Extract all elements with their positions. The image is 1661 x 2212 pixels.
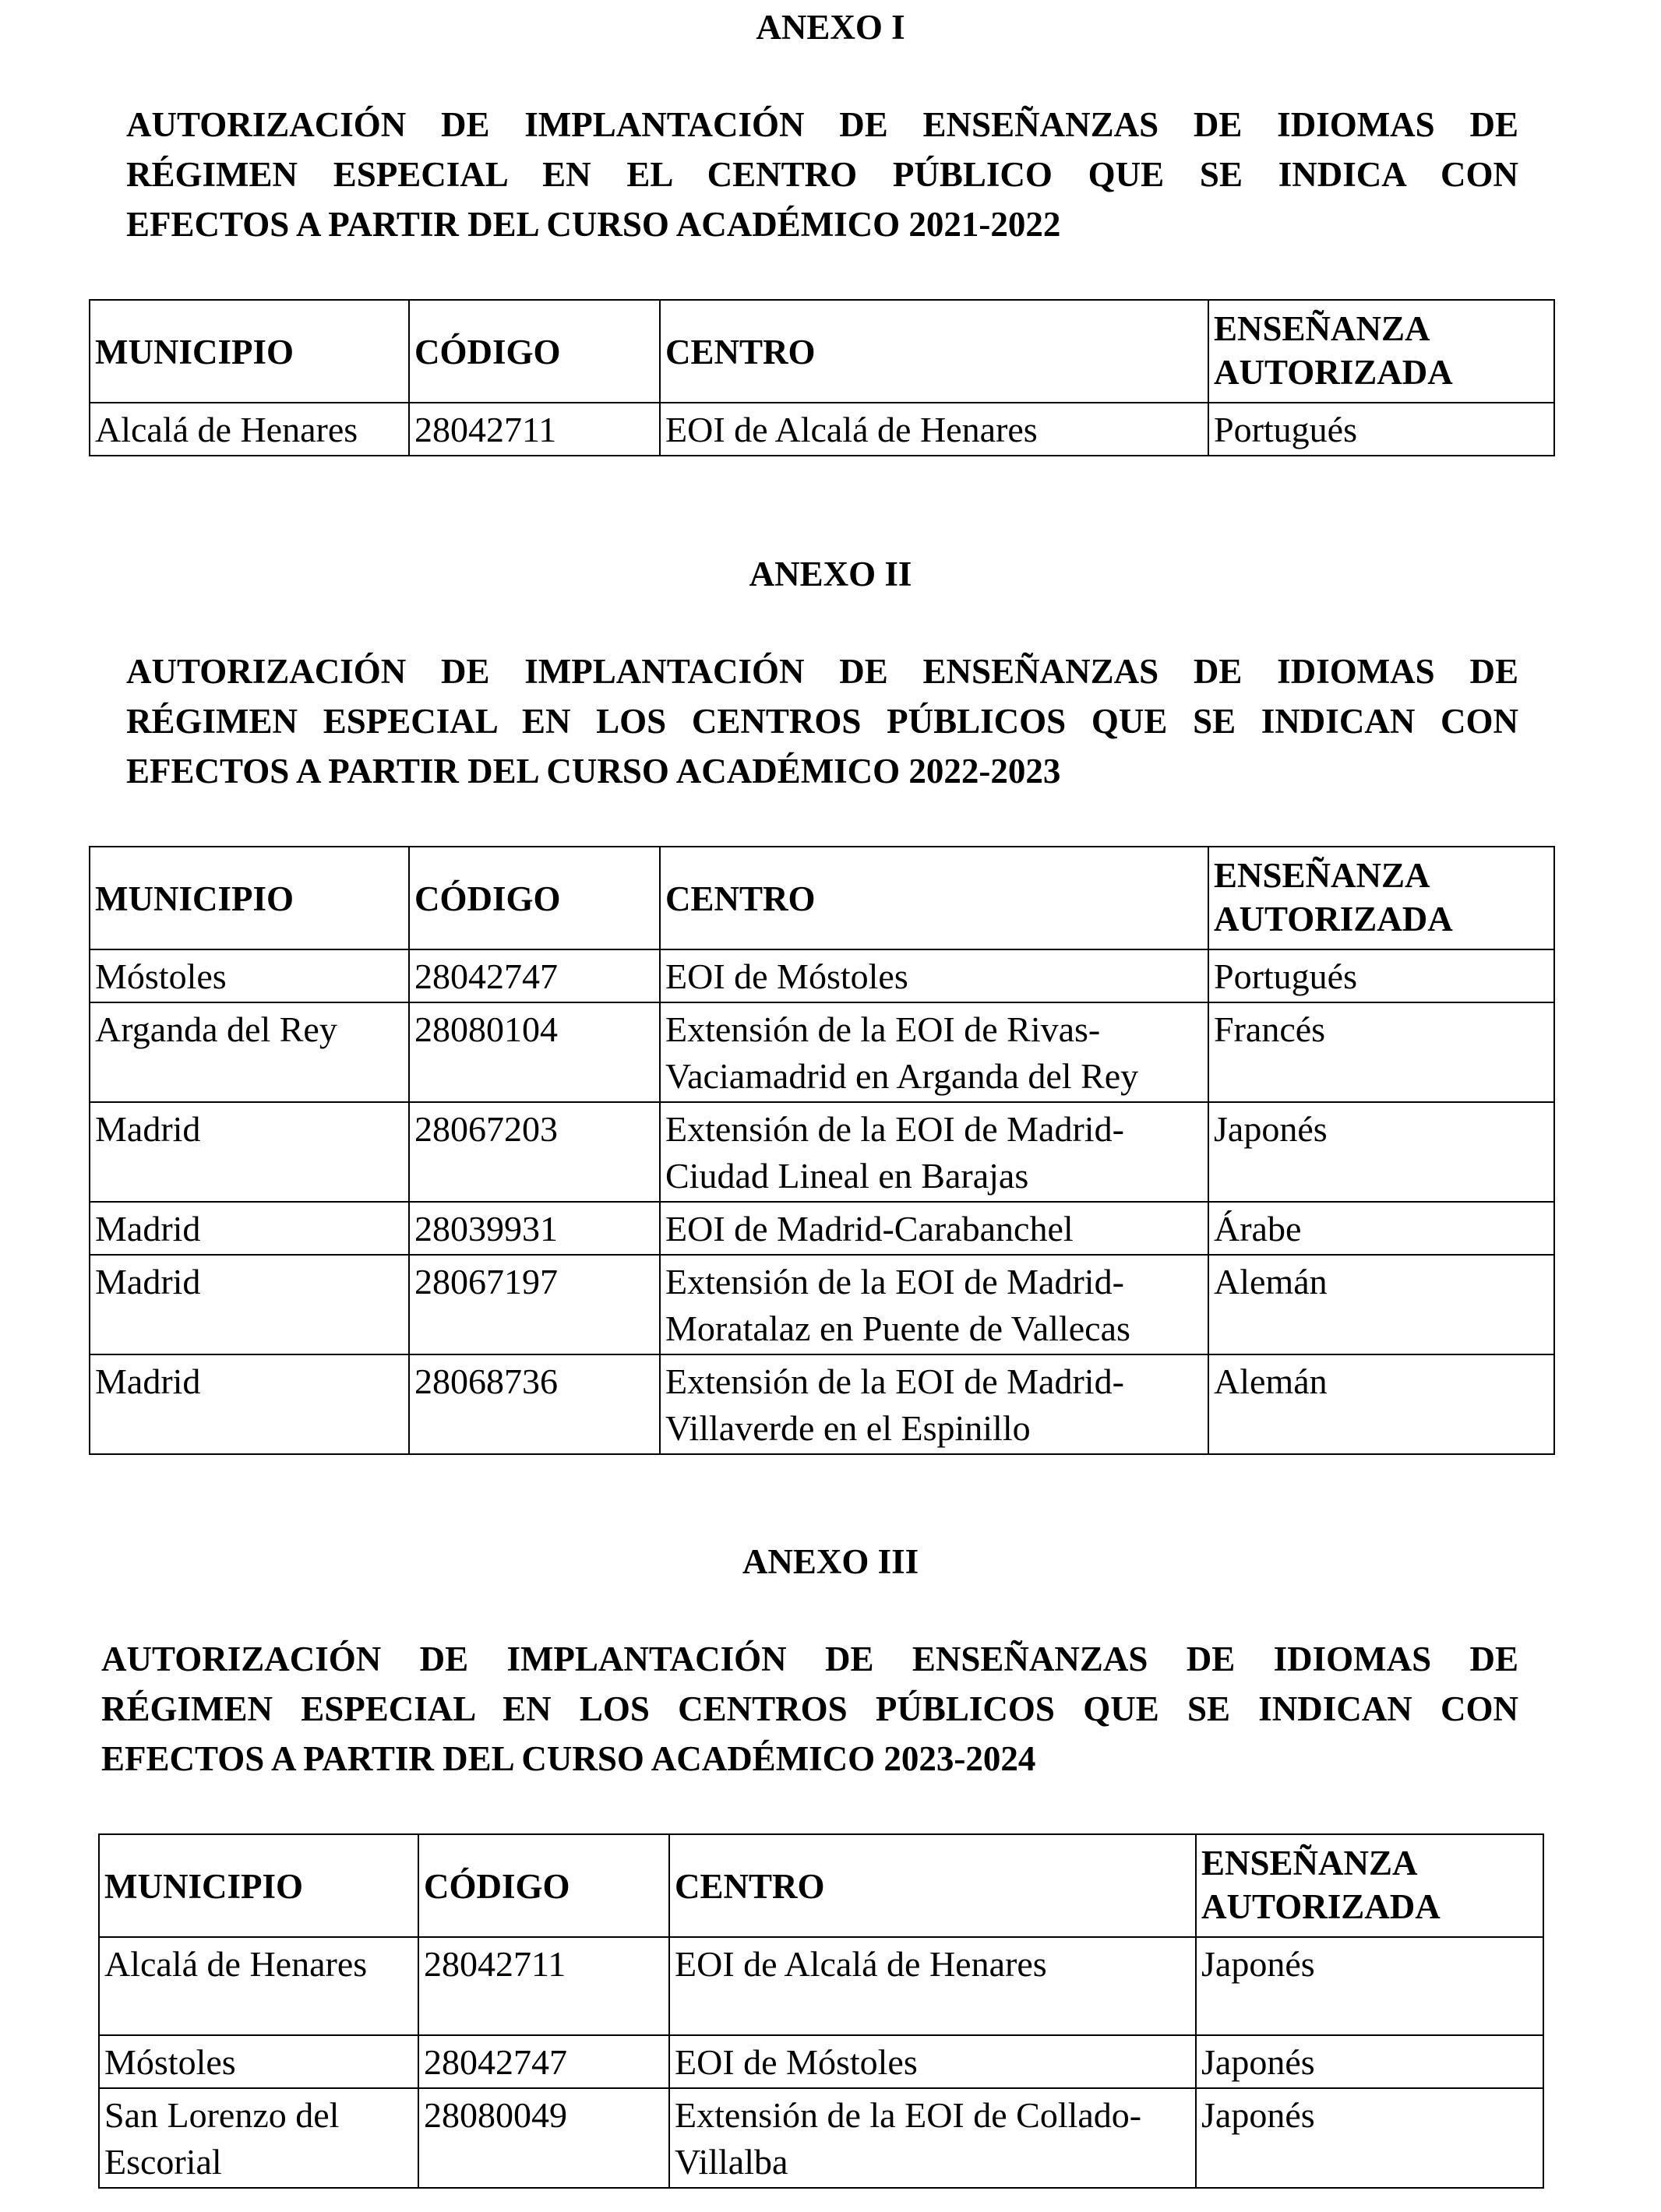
cell-codigo: 28042747 [418, 2035, 669, 2088]
column-header-ensenanza: ENSEÑANZA AUTORIZADA [1208, 300, 1554, 403]
annex-2-heading [126, 646, 1518, 796]
cell-centro: EOI de Móstoles [669, 2035, 1196, 2088]
cell-centro: Extensión de la EOI de Collado-Villalba [669, 2088, 1196, 2188]
annex-3-heading-line: EFECTOS A PARTIR DEL CURSO ACADÉMICO 2023-2024 [101, 1739, 1036, 1778]
cell-municipio: Alcalá de Henares [99, 1937, 418, 2035]
column-header-centro: CENTRO [660, 300, 1208, 403]
annex-2-table [89, 846, 1555, 1455]
table-row [90, 1202, 1554, 1255]
cell-codigo: 28080104 [409, 1002, 660, 1102]
cell-codigo: 28068736 [409, 1354, 660, 1454]
annex-3-heading-line: AUTORIZACIÓN DE IMPLANTACIÓN DE ENSEÑANZAS DE IDIOMAS DE [101, 1640, 1518, 1678]
cell-municipio: Alcalá de Henares [90, 403, 409, 456]
annex-1-table [89, 299, 1555, 456]
cell-municipio: Madrid [90, 1354, 409, 1454]
annex-1-title: ANEXO I [756, 8, 905, 47]
annex-3-heading-line: RÉGIMEN ESPECIAL EN LOS CENTROS PÚBLICOS QUE SE INDICAN CON [101, 1689, 1518, 1728]
table-row [90, 1102, 1554, 1202]
annex-1-heading-line: EFECTOS A PARTIR DEL CURSO ACADÉMICO 2021-2022 [126, 205, 1061, 244]
cell-codigo: 28042711 [418, 1937, 669, 2035]
annex-1-heading-line: AUTORIZACIÓN DE IMPLANTACIÓN DE ENSEÑANZAS DE IDIOMAS DE [126, 105, 1518, 144]
column-header-municipio: MUNICIPIO [90, 847, 409, 949]
annex-3-table [98, 1833, 1544, 2189]
column-header-codigo: CÓDIGO [409, 300, 660, 403]
cell-centro: EOI de Móstoles [660, 949, 1208, 1002]
table-header-row [99, 1834, 1543, 1937]
cell-centro: EOI de Alcalá de Henares [669, 1937, 1196, 2035]
table-row [90, 403, 1554, 456]
cell-ensenanza: Alemán [1208, 1354, 1554, 1454]
table-row [90, 949, 1554, 1002]
cell-codigo: 28039931 [409, 1202, 660, 1255]
annex-3-title: ANEXO III [742, 1542, 919, 1581]
cell-municipio: Madrid [90, 1255, 409, 1354]
cell-centro: EOI de Alcalá de Henares [660, 403, 1208, 456]
cell-ensenanza: Portugués [1208, 403, 1554, 456]
table-row [99, 2088, 1543, 2188]
cell-municipio: Madrid [90, 1202, 409, 1255]
column-header-municipio: MUNICIPIO [90, 300, 409, 403]
table-row [90, 1255, 1554, 1354]
cell-ensenanza: Árabe [1208, 1202, 1554, 1255]
column-header-ensenanza: ENSEÑANZA AUTORIZADA [1196, 1834, 1543, 1937]
table-header-row [90, 300, 1554, 403]
cell-ensenanza: Portugués [1208, 949, 1554, 1002]
column-header-centro: CENTRO [669, 1834, 1196, 1937]
table-row [90, 1002, 1554, 1102]
cell-codigo: 28080049 [418, 2088, 669, 2188]
annex-2-heading-line: RÉGIMEN ESPECIAL EN LOS CENTROS PÚBLICOS QUE SE INDICAN CON [126, 702, 1518, 741]
cell-municipio: Arganda del Rey [90, 1002, 409, 1102]
cell-codigo: 28067197 [409, 1255, 660, 1354]
table-header-row [90, 847, 1554, 949]
cell-municipio: Móstoles [99, 2035, 418, 2088]
column-header-codigo: CÓDIGO [409, 847, 660, 949]
cell-ensenanza: Japonés [1196, 1937, 1543, 2035]
column-header-centro: CENTRO [660, 847, 1208, 949]
column-header-ensenanza: ENSEÑANZA AUTORIZADA [1208, 847, 1554, 949]
cell-codigo: 28042747 [409, 949, 660, 1002]
table-row [90, 1354, 1554, 1454]
cell-ensenanza: Alemán [1208, 1255, 1554, 1354]
annex-2-heading-line: AUTORIZACIÓN DE IMPLANTACIÓN DE ENSEÑANZAS DE IDIOMAS DE [126, 652, 1518, 691]
cell-municipio: San Lorenzo del Escorial [99, 2088, 418, 2188]
cell-ensenanza: Japonés [1208, 1102, 1554, 1202]
cell-ensenanza: Francés [1208, 1002, 1554, 1102]
table-row [99, 1937, 1543, 2035]
cell-ensenanza: Japonés [1196, 2035, 1543, 2088]
cell-ensenanza: Japonés [1196, 2088, 1543, 2188]
cell-centro: Extensión de la EOI de Rivas-Vaciamadrid en Arganda del Rey [660, 1002, 1208, 1102]
cell-centro: EOI de Madrid-Carabanchel [660, 1202, 1208, 1255]
table-row [99, 2035, 1543, 2088]
column-header-codigo: CÓDIGO [418, 1834, 669, 1937]
column-header-municipio: MUNICIPIO [99, 1834, 418, 1937]
annex-1-heading-line: RÉGIMEN ESPECIAL EN EL CENTRO PÚBLICO QUE SE INDICA CON [126, 155, 1518, 194]
cell-centro: Extensión de la EOI de Madrid-Villaverde en el Espinillo [660, 1354, 1208, 1454]
cell-codigo: 28067203 [409, 1102, 660, 1202]
annex-1-heading [126, 100, 1518, 249]
cell-centro: Extensión de la EOI de Madrid-Moratalaz en Puente de Vallecas [660, 1255, 1208, 1354]
annex-3-heading [101, 1634, 1518, 1784]
cell-municipio: Móstoles [90, 949, 409, 1002]
annex-2-heading-line: EFECTOS A PARTIR DEL CURSO ACADÉMICO 2022-2023 [126, 752, 1061, 791]
cell-centro: Extensión de la EOI de Madrid-Ciudad Lineal en Barajas [660, 1102, 1208, 1202]
cell-codigo: 28042711 [409, 403, 660, 456]
annex-2-title: ANEXO II [749, 555, 912, 594]
cell-municipio: Madrid [90, 1102, 409, 1202]
